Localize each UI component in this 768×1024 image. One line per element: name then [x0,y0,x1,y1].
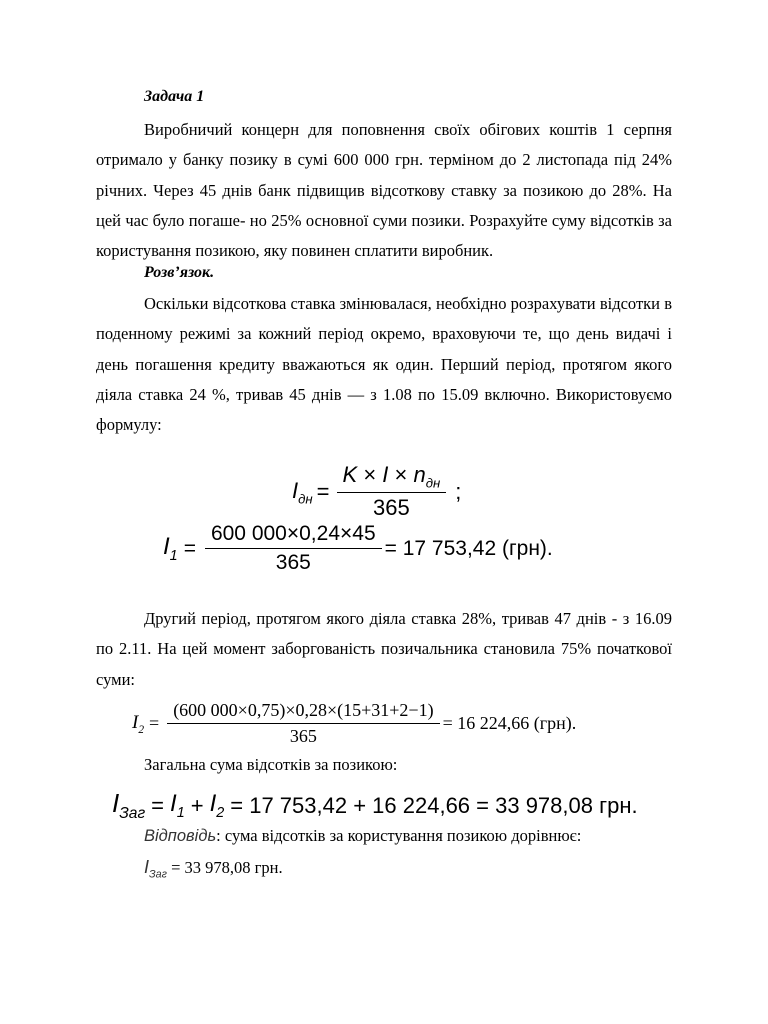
formula-i1: $I_1$ = $\frac{600 000\times 0,24\times 45}{365}$ = 17 753,42 (грн). [163,522,553,574]
answer-value: = 33 978,08 грн. [166,858,283,877]
formula-i2: $I_2$ = $\frac{(600 000\times 0,75)\times 0,28\times(15+31+2-1)}{365}$ = 16 224,66 (грн). [132,700,577,746]
solution-title: Розв’язок. [144,264,215,281]
answer-value-line: $I_{Заг} = 33$ 978,08 грн. [144,857,283,881]
task-paragraph: Виробничий концерн для поповнення своїх обігових коштів 1 серпня отримало у банку позику в сумі 600 000 грн. терміном до 2 листопада під 24% річних. Через 45 днів банк підвищив відсоткову ставку за позикою до 28%. На цей час було погаше- но 25% основної суми позики. Розрахуйте суму відсотків за користування позикою, яку повинен сплатити виробник. [96,120,672,261]
formula-total: $I_{Заг}$ = $I_1$ + $I_2$ = 17 753,42 + 16 224,66 = 33 978,08 грн. [112,788,638,823]
answer-line [144,822,672,850]
answer-label: Відповідь [144,827,217,845]
solution-paragraph-1: Оскільки відсоткова ставка змінювалася, необхідно розрахувати відсотки в поденному режимі за кожний період окремо, враховуючи те, що день видачі і день погашення кредиту вважаються як один. Перший період, протягом якого діяла ставка 24 %, тривав 45 днів — з 1.08 по 15.09 включно. Використовуємо формулу: [96,294,672,435]
solution-paragraph-3: Загальна сума відсотків за позикою: [144,755,398,774]
formula-general: $I_{дн}$ = $\frac{K \times I \times n_{дн}}{365}$ ; [292,462,462,521]
task-title: Задача 1 [144,88,205,105]
solution-paragraph-2: Другий період, протягом якого діяла ставка 28%, тривав 47 днів - з 16.09 по 2.11. На цей момент заборгованість позичальника становила 75% початкової суми: [96,609,672,689]
answer-text: : сума відсотків за користування позикою дорівнює: [216,826,582,845]
